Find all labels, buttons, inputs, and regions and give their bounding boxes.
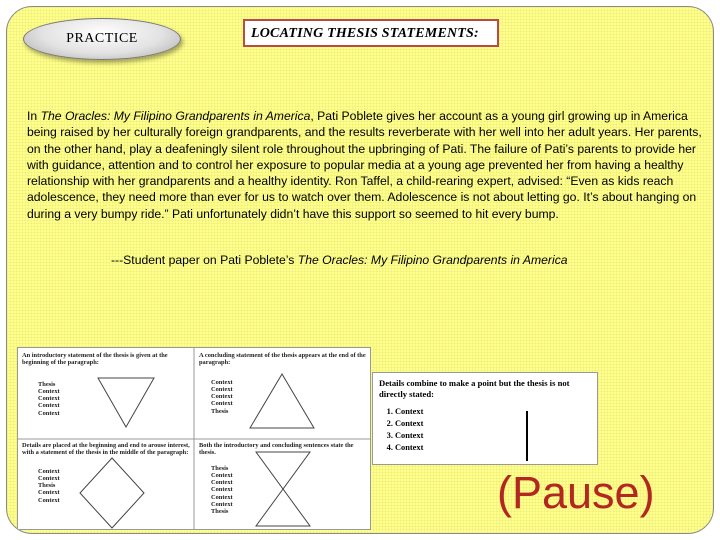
attribution-title: The Oracles: My Filipino Grandparents in America bbox=[297, 253, 568, 267]
list-item: Context bbox=[211, 400, 233, 408]
list-item: Context bbox=[38, 467, 60, 475]
implied-thesis-caption: Details combine to make a point but the thesis is not directly stated: bbox=[379, 378, 570, 399]
list-item: Context bbox=[211, 386, 233, 394]
passage-body: , Pati Poblete gives her account as a young girl growing up in America being raised by her culturally foreign grandparents, and the results reverberate with her well into her adult years. Her parents, on the other hand, play a deafeningly silent role throughout the upbringing of Pati. The failure of Pati’s parents to provide her with guidance, attention and to control her exposure to popular media at a young age prevented her from having a healthy relationship with her grandparents and a healthy identity. Ron Taffel, a child-rearing expert, advised: “Even as kids reach adolescence, they need more than ever for us to watch over them. Adolescence is not about letting go. It’s about hanging on during a very bumpy ride.” Pati unfortunately didn’t have this support so seemed to hit every bump. bbox=[27, 109, 702, 221]
implied-thesis-list bbox=[373, 406, 423, 454]
list-item: 3. Context bbox=[395, 430, 423, 442]
list-item: Context bbox=[211, 493, 233, 501]
list-item: Thesis bbox=[211, 508, 229, 516]
list-item: Context bbox=[211, 378, 233, 386]
list-item: Thesis bbox=[211, 407, 229, 415]
title-box bbox=[243, 19, 499, 47]
passage-book-title: The Oracles: My Filipino Grandparents in America bbox=[40, 109, 311, 123]
attribution bbox=[111, 252, 701, 268]
practice-label: PRACTICE bbox=[66, 31, 138, 46]
thesis-passage bbox=[27, 108, 709, 222]
list-item: 4. Context bbox=[395, 442, 423, 454]
implied-thesis-box bbox=[372, 372, 598, 465]
vertical-bar bbox=[526, 411, 528, 461]
list-item: Context bbox=[38, 395, 60, 403]
list-item: Thesis bbox=[38, 482, 56, 490]
list-item: Context bbox=[211, 486, 233, 494]
list-item: 2. Context bbox=[395, 418, 423, 430]
passage-intro: In bbox=[27, 109, 41, 123]
quadrant-concluding bbox=[199, 352, 367, 415]
thesis-placement-diagram bbox=[17, 347, 371, 530]
quadrant-list bbox=[199, 379, 367, 415]
slide bbox=[6, 6, 714, 534]
list-item: Context bbox=[211, 500, 233, 508]
list-item: Context bbox=[38, 388, 60, 396]
list-item: Thesis bbox=[38, 380, 56, 388]
quadrant-caption: Details are placed at the beginning and end to arouse interest, with a statement of the thesis in the middle of the paragraph: bbox=[22, 442, 190, 457]
list-item: Context bbox=[38, 475, 60, 483]
list-item: Context bbox=[211, 479, 233, 487]
list-item: Context bbox=[38, 409, 60, 417]
list-item: Context bbox=[38, 496, 60, 504]
list-item: Thesis bbox=[211, 464, 229, 472]
quadrant-caption: A concluding statement of the thesis appears at the end of the paragraph: bbox=[199, 352, 366, 367]
list-item: Context bbox=[38, 402, 60, 410]
quadrant-middle bbox=[22, 442, 190, 504]
quadrant-list bbox=[22, 381, 190, 417]
quadrant-list bbox=[199, 465, 367, 515]
slide-title: LOCATING THESIS STATEMENTS: bbox=[251, 26, 479, 41]
pause-label: (Pause) bbox=[497, 467, 655, 518]
list-item: 1. Context bbox=[395, 406, 423, 418]
list-item: Context bbox=[211, 393, 233, 401]
practice-badge bbox=[23, 18, 181, 60]
quadrant-caption: An introductory statement of the thesis is given at the beginning of the paragraph: bbox=[22, 352, 168, 367]
quadrant-list bbox=[22, 468, 190, 504]
list-item: Context bbox=[38, 489, 60, 497]
quadrant-both bbox=[199, 442, 367, 515]
list-item: Context bbox=[211, 472, 233, 480]
quadrant-introductory bbox=[22, 352, 190, 417]
quadrant-caption: Both the introductory and concluding sentences state the thesis. bbox=[199, 442, 354, 457]
attribution-prefix: ---Student paper on Pati Poblete’s bbox=[111, 253, 298, 267]
